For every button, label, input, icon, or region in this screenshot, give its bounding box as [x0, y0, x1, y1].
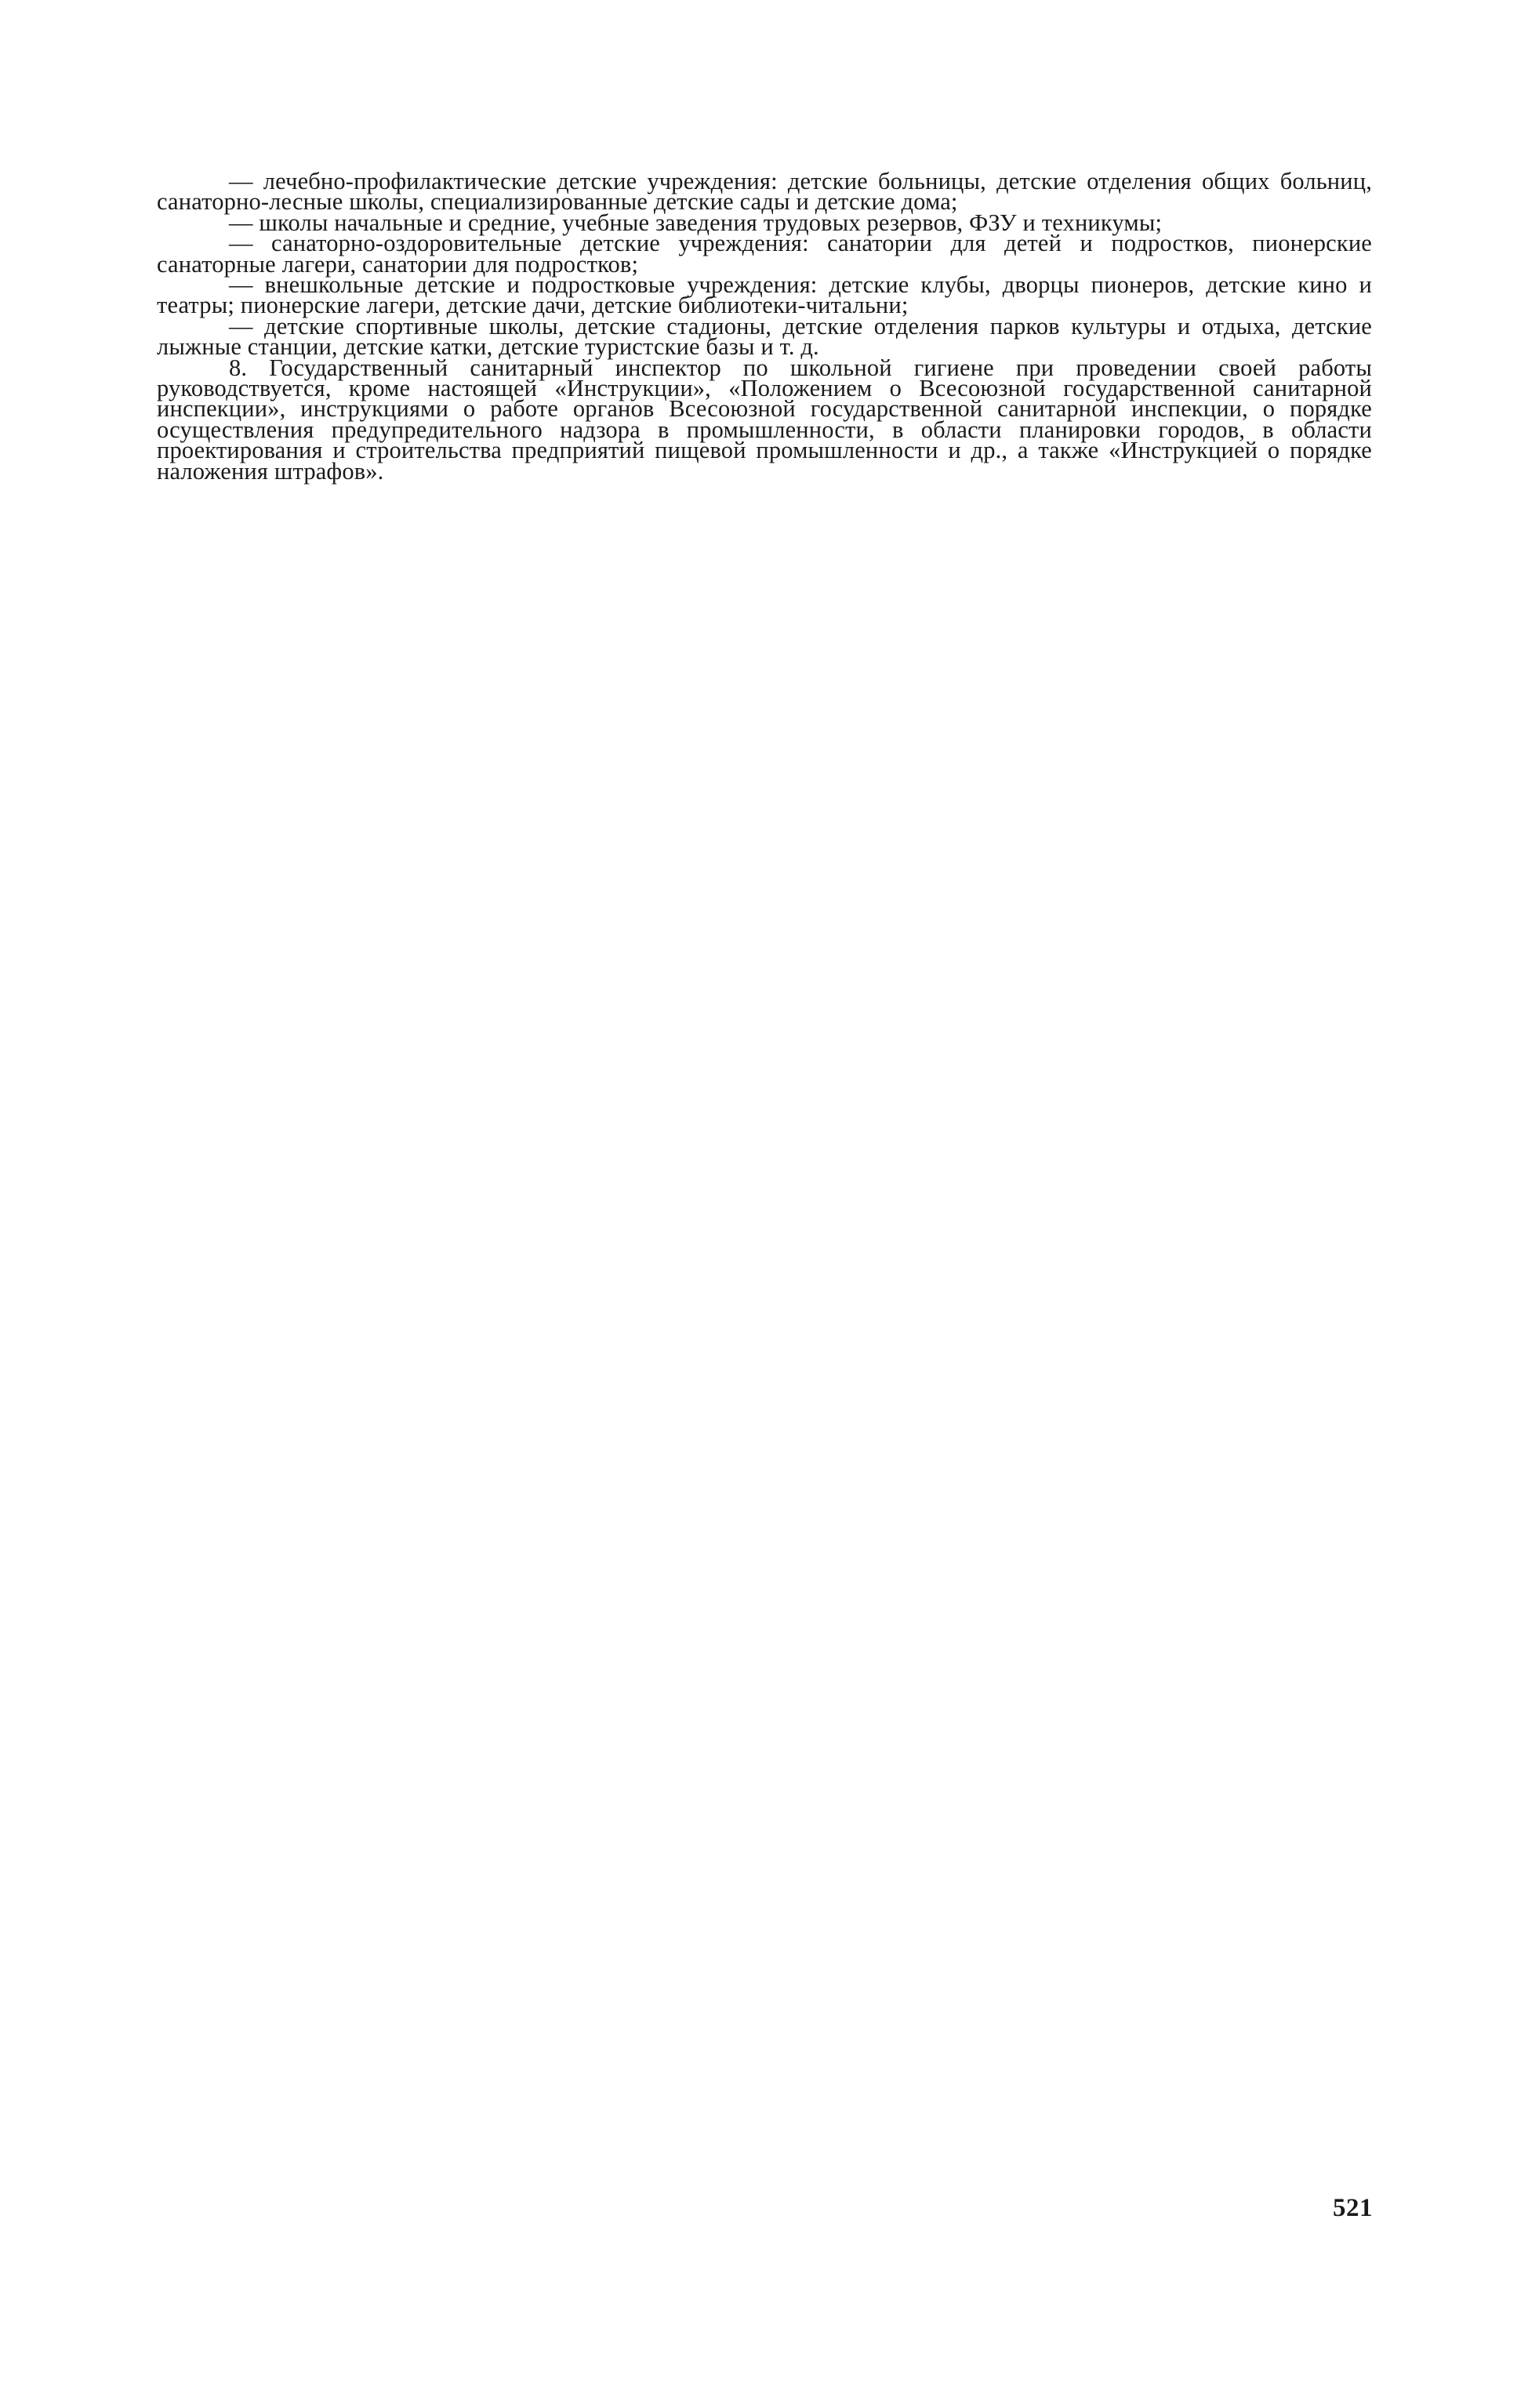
list-item-medical-institutions: — лечебно-профилактические детские учреждения: детские больницы, детские отделения общих больниц, санаторно-лесные школы, специализированные детские сады и детские дома;: [157, 168, 1372, 216]
list-item-sports-institutions: — детские спортивные школы, детские стадионы, детские отделения парков культуры и отдыха, детские лыжные станции, детские катки, детские туристские базы и т. д.: [157, 312, 1372, 361]
page-number: 521: [1333, 2194, 1373, 2222]
list-item-extracurricular-institutions: — внешкольные детские и подростковые учреждения: детские клубы, дворцы пионеров, детские кино и театры; пионерские лагери, детские дачи, детские библиотеки-читальни;: [157, 271, 1372, 319]
list-item-sanatorium-institutions: — санаторно-оздоровительные детские учреждения: санатории для детей и подростков, пионерские санаторные лагери, санатории для подростков;: [157, 230, 1372, 278]
list-item-schools: — школы начальные и средние, учебные заведения трудовых резервов, ФЗУ и техникумы;: [229, 209, 1163, 236]
body-text: [157, 168, 1372, 485]
paragraph-8: 8. Государственный санитарный инспектор по школьной гигиене при проведении своей работы руководствуется, кроме настоящей «Инструкции», «Положением о Всесоюзной государственной санитарной инспекции», инструкциями о работе органов Всесоюзной государственной санитарной инспекции, о порядке осуществления предупредительного надзора в промышленности, в области планировки городов, в области проектирования и строительства предприятий пищевой промышленности и др., а также «Инструкцией о порядке наложения штрафов».: [157, 354, 1372, 485]
